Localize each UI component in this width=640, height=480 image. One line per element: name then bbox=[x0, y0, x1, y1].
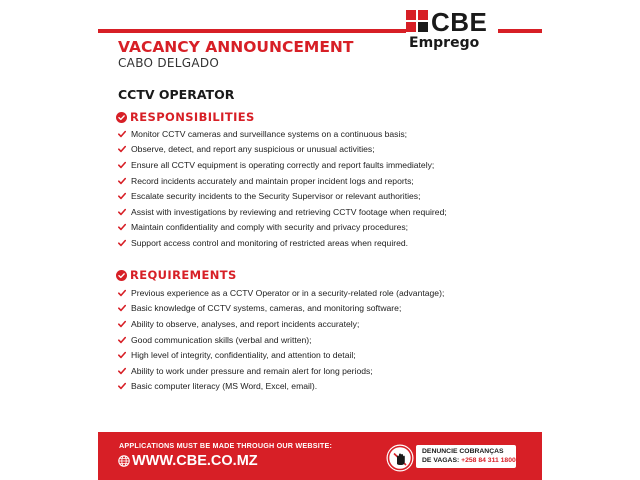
check-circle-icon bbox=[116, 112, 127, 123]
logo-cbe-text: CBE bbox=[431, 7, 488, 37]
report-line-2 bbox=[422, 457, 516, 465]
list-item bbox=[118, 142, 447, 158]
list-item bbox=[118, 316, 444, 332]
vacancy-poster bbox=[98, 0, 542, 480]
stop-hand-icon bbox=[386, 444, 414, 472]
job-title: CCTV OPERATOR bbox=[118, 87, 235, 102]
checkmark-icon bbox=[118, 351, 126, 359]
list-item bbox=[118, 285, 444, 301]
checkmark-icon bbox=[118, 382, 126, 390]
report-label: DE VAGAS: bbox=[422, 457, 460, 464]
list-item bbox=[118, 301, 444, 317]
list-item-text: Maintain confidentiality and comply with security and privacy procedures; bbox=[131, 222, 409, 233]
logo-emprego-text: Emprego bbox=[409, 35, 480, 51]
checkmark-icon bbox=[118, 223, 126, 231]
list-item-text: Observe, detect, and report any suspicious or unusual activities; bbox=[131, 144, 375, 155]
list-item-text: Record incidents accurately and maintain proper incident logs and reports; bbox=[131, 175, 414, 186]
check-circle-icon bbox=[116, 270, 127, 281]
cbe-emprego-logo bbox=[406, 7, 498, 54]
report-line-1: DENUNCIE COBRANÇAS bbox=[422, 448, 504, 455]
checkmark-icon bbox=[118, 320, 126, 328]
page-title: VACANCY ANNOUNCEMENT bbox=[118, 38, 354, 56]
checkmark-icon bbox=[118, 304, 126, 312]
list-item-text: High level of integrity, confidentiality, and attention to detail; bbox=[131, 350, 356, 361]
list-item bbox=[118, 126, 447, 142]
list-item bbox=[118, 157, 447, 173]
responsibilities-heading-label: RESPONSIBILITIES bbox=[130, 110, 255, 124]
checkmark-icon bbox=[118, 239, 126, 247]
list-item-text: Basic computer literacy (MS Word, Excel, email). bbox=[131, 381, 318, 392]
list-item-text: Basic knowledge of CCTV systems, cameras, and monitoring software; bbox=[131, 303, 402, 314]
checkmark-icon bbox=[118, 336, 126, 344]
list-item bbox=[118, 363, 444, 379]
checkmark-icon bbox=[118, 161, 126, 169]
website-link[interactable] bbox=[118, 453, 258, 469]
location-label: CABO DELGADO bbox=[118, 56, 220, 70]
application-note: APPLICATIONS MUST BE MADE THROUGH OUR WEBSITE: bbox=[119, 441, 333, 450]
requirements-heading bbox=[116, 269, 237, 282]
checkmark-icon bbox=[118, 192, 126, 200]
responsibilities-heading bbox=[116, 111, 255, 124]
checkmark-icon bbox=[118, 367, 126, 375]
report-phone[interactable]: +258 84 311 1800 bbox=[461, 457, 516, 464]
list-item bbox=[118, 188, 447, 204]
globe-icon bbox=[118, 455, 130, 467]
list-item-text: Ability to work under pressure and remain alert for long periods; bbox=[131, 365, 373, 376]
list-item bbox=[118, 173, 447, 189]
cbe-logo-mark-icon bbox=[406, 10, 428, 32]
checkmark-icon bbox=[118, 145, 126, 153]
list-item-text: Support access control and monitoring of restricted areas when required. bbox=[131, 237, 409, 248]
checkmark-icon bbox=[118, 208, 126, 216]
list-item bbox=[118, 347, 444, 363]
list-item bbox=[118, 220, 447, 236]
list-item-text: Ability to observe, analyses, and report incidents accurately; bbox=[131, 318, 360, 329]
list-item bbox=[118, 235, 447, 251]
list-item bbox=[118, 379, 444, 395]
website-url[interactable]: WWW.CBE.CO.MZ bbox=[132, 453, 258, 469]
checkmark-icon bbox=[118, 130, 126, 138]
requirements-heading-label: REQUIREMENTS bbox=[130, 268, 237, 282]
footer-banner bbox=[98, 432, 542, 480]
list-item-text: Ensure all CCTV equipment is operating correctly and report faults immediately; bbox=[131, 159, 435, 170]
responsibilities-list bbox=[118, 126, 447, 251]
list-item-text: Previous experience as a CCTV Operator or in a security-related role (advantage); bbox=[131, 287, 445, 298]
list-item bbox=[118, 332, 444, 348]
requirements-list bbox=[118, 285, 444, 394]
list-item-text: Escalate security incidents to the Security Supervisor or relevant authorities; bbox=[131, 191, 421, 202]
checkmark-icon bbox=[118, 289, 126, 297]
list-item-text: Monitor CCTV cameras and surveillance systems on a continuous basis; bbox=[131, 128, 408, 139]
list-item bbox=[118, 204, 447, 220]
list-item-text: Assist with investigations by reviewing and retrieving CCTV footage when required; bbox=[131, 206, 447, 217]
list-item-text: Good communication skills (verbal and written); bbox=[131, 334, 312, 345]
checkmark-icon bbox=[118, 177, 126, 185]
report-charges-box bbox=[416, 445, 516, 468]
